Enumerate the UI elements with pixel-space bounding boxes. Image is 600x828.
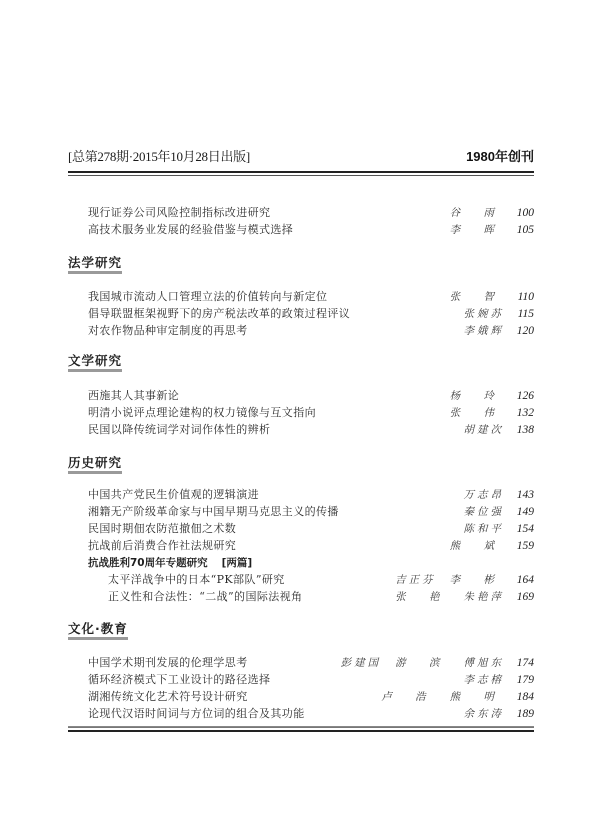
page-number: 100	[516, 207, 534, 219]
author: 余东涛	[463, 708, 504, 720]
article-authors	[450, 306, 505, 322]
page-number: 115	[517, 308, 534, 320]
author: 谷 雨	[449, 207, 504, 219]
article-authors	[381, 589, 504, 605]
article-authors	[450, 487, 505, 503]
toc-entry[interactable]	[68, 422, 534, 438]
page-number: 164	[516, 574, 534, 586]
article-authors	[450, 672, 505, 688]
article-title[interactable]: 民国时期佃农防范撤佃之术数	[88, 522, 237, 535]
section-heading-history	[68, 456, 122, 476]
section-heading-label: 历史研究	[68, 455, 123, 470]
page-number: 169	[516, 591, 534, 603]
toc-entry[interactable]	[68, 538, 534, 554]
article-title[interactable]: 湖湘传统文化艺术符号设计研究	[88, 690, 248, 703]
article-title[interactable]: 我国城市流动人口管理立法的价值转向与新定位	[88, 290, 328, 303]
page-number: 120	[516, 325, 534, 337]
article-authors	[450, 521, 505, 537]
author: 李志榕	[463, 674, 504, 686]
page-number: 143	[516, 489, 534, 501]
author: 熊 明	[449, 691, 504, 703]
author: 张 伟	[449, 407, 504, 419]
article-title[interactable]: 西施其人其事新论	[88, 389, 180, 402]
toc-entry[interactable]	[68, 306, 534, 322]
toc-entry[interactable]	[68, 405, 534, 421]
article-authors	[450, 422, 505, 438]
article-title[interactable]: 民国以降传统词学对词作体性的辨析	[88, 423, 271, 436]
author: 陈和平	[463, 523, 504, 535]
toc-entry[interactable]	[68, 655, 534, 671]
table-of-contents-page	[68, 0, 534, 828]
page-number: 174	[516, 657, 534, 669]
article-authors	[327, 655, 504, 671]
author: 胡建次	[463, 424, 504, 436]
author: 张婉苏	[463, 308, 504, 320]
section-heading-underline	[68, 271, 122, 274]
article-title[interactable]: 论现代汉语时间词与方位词的组合及其功能	[88, 707, 305, 720]
article-title[interactable]: 中国学术期刊发展的伦理学思考	[88, 656, 248, 669]
section-heading-culture-education	[68, 622, 128, 642]
header-divider	[68, 171, 534, 176]
author: 张 智	[449, 291, 504, 303]
toc-entry[interactable]	[68, 706, 534, 722]
section-heading-literature	[68, 354, 122, 374]
section-heading-underline	[68, 637, 128, 640]
page-number: 154	[516, 523, 534, 535]
article-title[interactable]: 正义性和合法性：“二战”的国际法视角	[108, 590, 303, 603]
subsection-title: 抗战胜利70周年专题研究	[88, 557, 208, 569]
toc-entry[interactable]	[68, 689, 534, 705]
article-authors	[450, 323, 505, 339]
author: 游 滨	[395, 657, 450, 669]
article-authors	[436, 289, 504, 305]
page-number: 149	[516, 506, 534, 518]
author: 杨 玲	[449, 390, 504, 402]
article-title[interactable]: 抗战前后消费合作社法规研究	[88, 539, 237, 552]
author: 秦位强	[463, 506, 504, 518]
author: 吉正芬	[395, 574, 436, 586]
section-heading-law	[68, 256, 122, 276]
toc-entry[interactable]	[68, 672, 534, 688]
section-heading-underline	[68, 471, 122, 474]
toc-entry[interactable]	[68, 388, 534, 404]
page-number: 110	[517, 291, 534, 303]
article-title[interactable]: 高技术服务业发展的经验借鉴与模式选择	[88, 223, 294, 236]
section-heading-underline	[68, 369, 122, 372]
author: 万志昂	[463, 489, 504, 501]
section-heading-label: 法学研究	[68, 255, 123, 270]
author: 熊 斌	[449, 540, 504, 552]
article-authors	[381, 572, 504, 588]
author: 李娥辉	[463, 325, 504, 337]
author: 彭建国	[340, 657, 382, 669]
toc-header	[68, 146, 534, 164]
toc-entry[interactable]	[68, 323, 534, 339]
author: 李 晖	[449, 224, 504, 236]
issue-info: [总第278期·2015年10月28日出版]	[68, 148, 250, 164]
toc-entry[interactable]	[68, 487, 534, 503]
article-title[interactable]: 中国共产党民生价值观的逻辑演进	[88, 488, 259, 501]
page-number: 138	[516, 424, 534, 436]
section-heading-label: 文化·教育	[68, 621, 128, 636]
page-number: 132	[516, 407, 534, 419]
subsection-count: [两篇]	[221, 557, 253, 569]
article-authors	[450, 504, 505, 520]
page-number: 189	[516, 708, 534, 720]
founded-year: 1980年创刊	[466, 148, 534, 164]
toc-entry[interactable]	[68, 589, 534, 605]
author: 卢 浩	[381, 691, 436, 703]
author: 张 艳	[395, 591, 450, 603]
subsection-heading-anniversary	[88, 555, 252, 571]
article-title[interactable]: 湘籍无产阶级革命家与中国早期马克思主义的传播	[88, 505, 339, 518]
article-authors	[367, 689, 504, 705]
article-title[interactable]: 倡导联盟框架视野下的房产税法改革的政策过程评议	[88, 307, 351, 320]
article-title[interactable]: 对农作物品种审定制度的再思考	[88, 324, 248, 337]
toc-entry[interactable]	[68, 504, 534, 520]
page-number: 126	[516, 390, 534, 402]
footer-divider	[68, 727, 534, 732]
article-title[interactable]: 太平洋战争中的日本“PK部队”研究	[108, 573, 285, 586]
article-authors	[450, 706, 505, 722]
article-title[interactable]: 明清小说评点理论建构的权力镜像与互文指向	[88, 406, 316, 419]
article-authors	[436, 405, 504, 421]
article-authors	[436, 538, 504, 554]
page-number: 184	[516, 691, 534, 703]
article-authors	[436, 388, 504, 404]
page-number: 159	[516, 540, 534, 552]
article-authors	[436, 205, 504, 221]
toc-entry[interactable]	[68, 521, 534, 537]
article-authors	[436, 222, 504, 238]
author: 傅旭东	[463, 657, 504, 669]
toc-entry[interactable]	[68, 289, 534, 305]
author: 朱艳萍	[463, 591, 504, 603]
toc-entry[interactable]	[68, 572, 534, 588]
page-number: 105	[516, 224, 534, 236]
article-title[interactable]: 现行证券公司风险控制指标改进研究	[88, 206, 271, 219]
article-title[interactable]: 循环经济模式下工业设计的路径选择	[88, 673, 271, 686]
page-number: 179	[516, 674, 534, 686]
toc-entry[interactable]	[68, 205, 534, 221]
author: 李 彬	[449, 574, 504, 586]
section-heading-label: 文学研究	[68, 353, 123, 368]
toc-entry[interactable]	[68, 222, 534, 238]
